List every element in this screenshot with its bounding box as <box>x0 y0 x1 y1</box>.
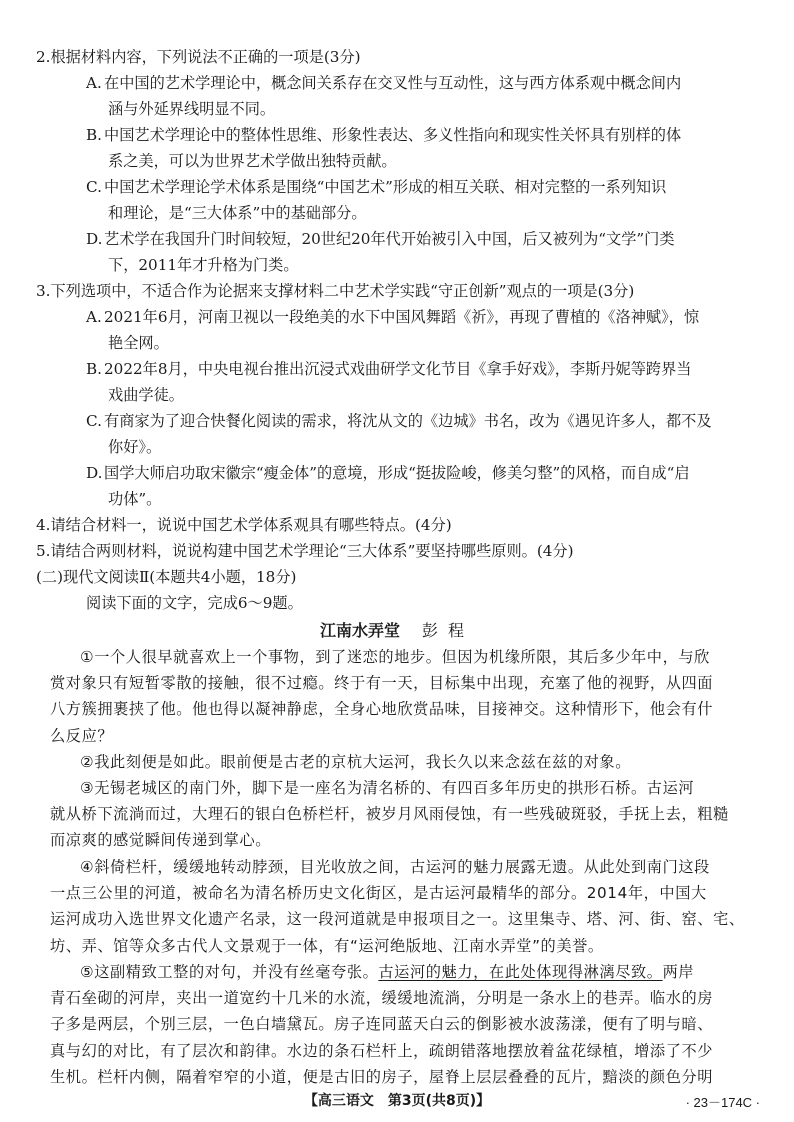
question-2-stem: 2.根据材料内容，下列说法不正确的一项是(3分) <box>36 48 361 66</box>
paragraph-line: 真与幻的对比，有了层次和韵律。水边的条石栏杆上，疏朗错落地摆放着盆花绿植，增添了不少 <box>50 1041 714 1060</box>
reading-instruction: 阅读下面的文字，完成6～9题。 <box>86 594 303 612</box>
paragraph-line: 子多是两层，个别三层，一色白墙黛瓦。房子连同蓝天白云的倒影被水波荡漾，便有了明与暗、 <box>50 1015 714 1034</box>
paragraph-text: 两岸 <box>662 963 695 981</box>
paragraph-line: 一点三公里的河道，被命名为清名桥历史文化街区，是古运河最精华的部分。2014年，中国大 <box>50 884 707 903</box>
option-text: 有商家为了迎合快餐化阅读的需求，将沈从文的《边城》书名，改为《遇见许多人，都不及 <box>104 412 712 430</box>
option-text: 和理论，是“三大体系”中的基础部分。 <box>108 204 367 222</box>
paragraph-line: 青石垒砌的河岸，夹出一道宽约十几米的水流，缓缓地流淌，分明是一条水上的巷弄。临水的房 <box>50 989 714 1008</box>
paragraph-line: 么反应？ <box>50 726 114 745</box>
option-text: 2022年8月，中央电视台推出沉浸式戏曲研学文化节目《拿手好戏》，李斯丹妮等跨界当 <box>104 360 692 378</box>
option-text: 国学大师启功取宋徽宗“瘦金体”的意境，形成“挺拔险峻，修美匀整”的风格，而自成“启 <box>104 464 690 482</box>
question-2-option-d <box>86 226 766 278</box>
option-text: 涵与外延界线明显不同。 <box>108 100 276 118</box>
option-text: 功体”。 <box>108 490 162 508</box>
paragraph-line: 运河成功入选世界文化遗产名录，这一段河道就是申报项目之一。这里集寺、塔、河、街、窑、宅、 <box>50 910 745 929</box>
paragraph-line: ①一个人很早就喜欢上一个事物，到了迷恋的地步。但因为机缘所限，其后多少年中，与欣 <box>80 648 710 666</box>
question-3-option-a <box>86 304 766 356</box>
option-text: 戏曲学徒。 <box>108 386 184 404</box>
option-text: 艳全网。 <box>108 334 169 352</box>
option-text: 系之美，可以为世界艺术学做出独特贡献。 <box>108 152 397 170</box>
option-label: D. <box>86 464 103 482</box>
paragraph-line <box>50 959 754 985</box>
page-footer: 【高三语文 第3页(共8页)】 <box>303 1093 491 1109</box>
option-label: B. <box>86 126 102 144</box>
question-4: 4.请结合材料一，说说中国艺术学体系观具有哪些特点。(4分) <box>36 516 452 534</box>
option-label: D. <box>86 230 103 248</box>
article-author: 彭程 <box>422 621 475 640</box>
option-label: C. <box>86 178 102 196</box>
question-3-option-d <box>86 460 766 512</box>
underlined-sentence: 古运河的魅力，在此处体现得淋漓尽致。 <box>378 963 663 981</box>
option-text: 中国艺术学理论学术体系是围绕“中国艺术”形成的相互关联、相对完整的一系列知识 <box>104 178 667 196</box>
article-title: 江南水弄堂 <box>319 621 400 640</box>
paragraph-text: ⑤这副精致工整的对句，并没有丝毫夸张。 <box>80 963 379 981</box>
option-text: 你好》。 <box>108 438 162 456</box>
question-2-option-b <box>86 122 766 174</box>
option-text: 2021年6月，河南卫视以一段绝美的水下中国风舞蹈《祈》，再现了曹植的《洛神赋》，惊 <box>104 308 700 326</box>
question-3-option-b <box>86 356 766 408</box>
paper-code: · 23－174C · <box>685 1095 760 1110</box>
option-text: 艺术学在我国升门时间较短，20世纪20年代开始被引入中国，后又被列为“文学”门类 <box>104 230 675 248</box>
paragraph-line: 就从桥下流淌而过，大理石的银白色桥栏杆，被岁月风雨侵蚀，有一些残破斑驳，手抚上去，粗糙 <box>50 805 729 824</box>
paragraph-line: 坊、弄、馆等众多古代人文景观于一体，有“运河绝版地、江南水弄堂”的美誉。 <box>50 936 604 955</box>
option-label: A. <box>86 74 102 92</box>
option-text: 下，2011年才升格为门类。 <box>108 256 299 274</box>
option-text: 中国艺术学理论中的整体性思维、形象性表达、多义性指向和现实性关怀具有别样的体 <box>104 126 682 144</box>
question-5: 5.请结合两则材料，说说构建中国艺术学理论“三大体系”要坚持哪些原则。(4分) <box>36 542 574 560</box>
article-paragraph-2 <box>50 749 754 775</box>
option-line <box>86 74 681 92</box>
paragraph-line: 赏对象只有短暂零散的接触，很不过瘾。终于有一天，目标集中出现，充塞了他的视野，从四面 <box>50 674 714 693</box>
paragraph-line: ④斜倚栏杆，缓缓地转动脖颈，目光收放之间，古运河的魅力展露无遗。从此处到南门这段 <box>80 858 710 876</box>
article-paragraph-4 <box>50 854 754 959</box>
article-paragraph-5 <box>50 959 754 1090</box>
question-2-option-a <box>86 70 766 122</box>
question-3-stem: 3.下列选项中，不适合作为论据来支撑材料二中艺术学实践“守正创新”观点的一项是(3分) <box>36 282 635 300</box>
article-title-line <box>0 618 794 644</box>
option-text: 在中国的艺术学理论中，概念间关系存在交叉性与互动性，这与西方体系观中概念间内 <box>104 74 682 92</box>
section-heading: (二)现代文阅读Ⅱ(本题共4小题，18分) <box>36 568 297 586</box>
question-3-option-c <box>86 408 766 460</box>
paragraph-line: ③无锡老城区的南门外，脚下是一座名为清名桥的、有四百多年历史的拱形石桥。古运河 <box>80 779 695 797</box>
paragraph-line: 生机。栏杆内侧，隔着窄窄的小道，便是古旧的房子，屋脊上层层叠叠的瓦片，黯淡的颜色分明 <box>50 1067 714 1086</box>
paragraph-line: 八方簇拥裹挟了他。他也得以凝神静虑，全身心地欣赏品味，目接神交。这种情形下，他会有什 <box>50 700 714 719</box>
question-2-option-c <box>86 174 766 226</box>
option-label: C. <box>86 412 102 430</box>
article-paragraph-3 <box>50 775 754 854</box>
paragraph-line: ②我此刻便是如此。眼前便是古老的京杭大运河，我长久以来念兹在兹的对象。 <box>80 753 631 771</box>
paragraph-line: 而凉爽的感觉瞬间传递到掌心。 <box>50 831 272 850</box>
option-label: A. <box>86 308 102 326</box>
option-label: B. <box>86 360 102 378</box>
article-paragraph-1 <box>50 644 754 749</box>
